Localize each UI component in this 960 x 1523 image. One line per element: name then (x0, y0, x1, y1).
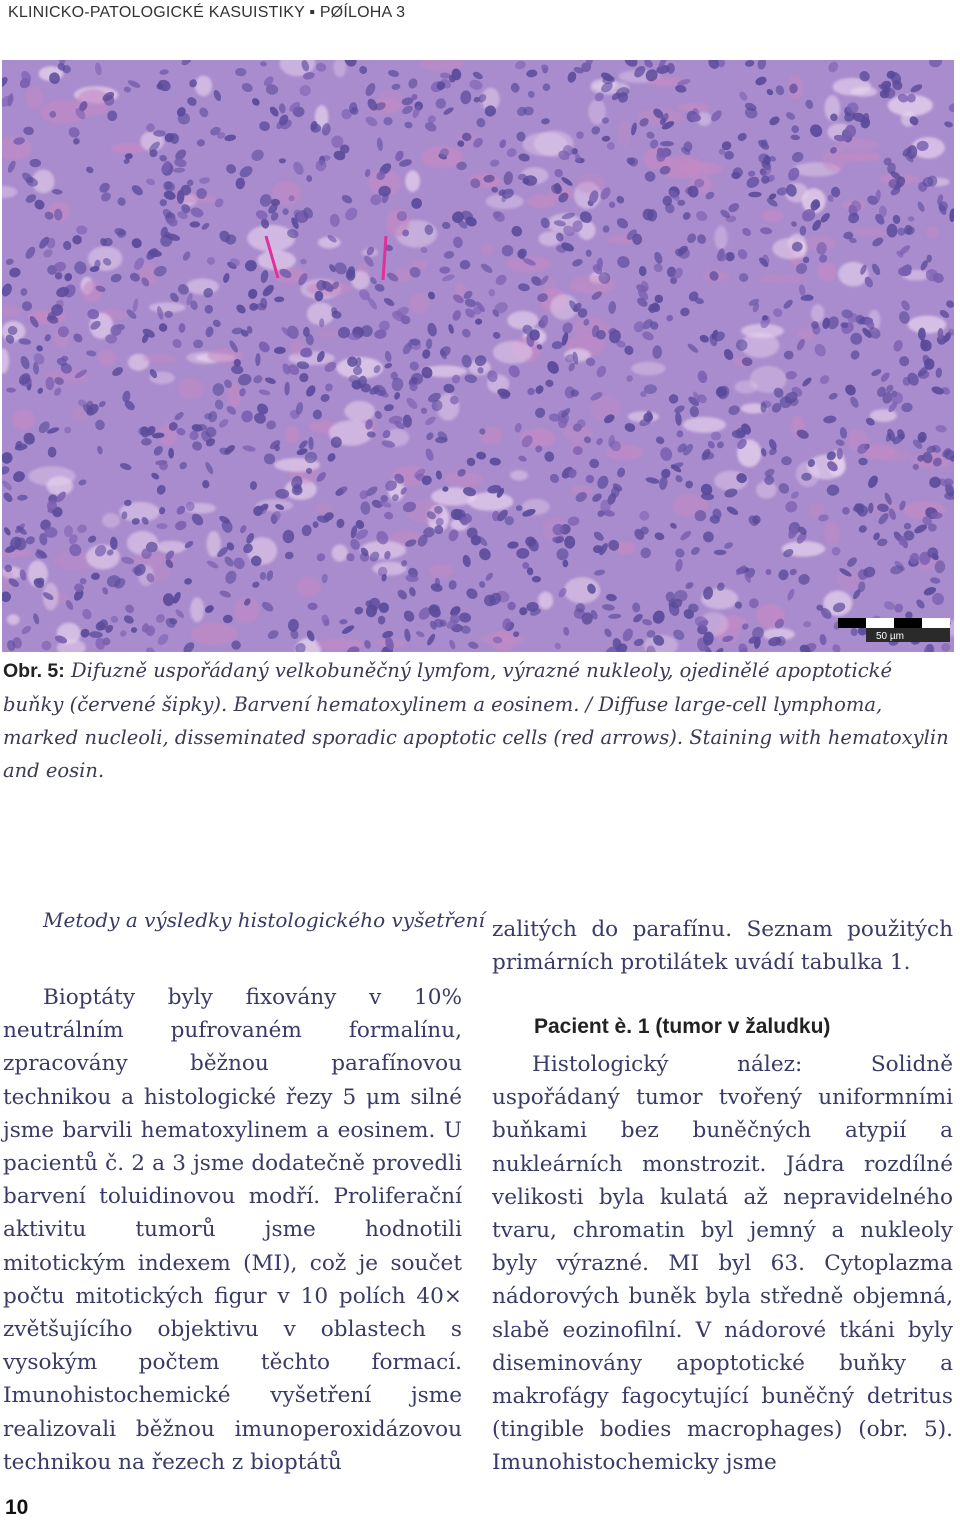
section-heading: Metody a výsledky histologického vyšetření (43, 908, 485, 932)
right-column-body: Histologický nález: Solidně uspořádaný tumor tvořený uniformními buňkami bez buněčných atypií a nukleárních monstrozit. Jádra rozdílné velikosti byla kulatá až nepravidelného tvaru, chromatin byl jemný a nukleoly byly výrazné. MI byl 63. Cytoplazma nádorových buněk byla středně objemná, slabě eozinofilní. V nádorové tkáni byly diseminovány apoptotické buňky a makrofágy fagocytující buněčný detritus (tingible bodies macrophages) (obr. 5). Imunohistochemicky jsme (492, 1052, 953, 1476)
scale-bar-label: 50 µm (876, 631, 904, 642)
figure-caption (3, 654, 953, 787)
right-column-intro: zalitých do parafínu. Seznam použitých primárních protilátek uvádí tabulka 1. (492, 917, 953, 976)
histology-micrograph (2, 60, 954, 652)
micrograph-image (2, 60, 954, 652)
figure-caption-text: Difuzně uspořádaný velkobuněčný lymfom, výrazné nukleoly, ojedinělé apoptotické buňky (červené šipky). Barvení hematoxylinem a eosinem. / Diffuse large-cell lymphoma, marked nucleoli, disseminated sporadic apoptotic cells (red arrows). Staining with hematoxylin and eosin. (3, 659, 949, 782)
page-number: 10 (5, 1496, 29, 1519)
left-column-text: Bioptáty byly fixovány v 10% neutrálním pufrovaném formalínu, zpracovány běžnou parafínovou technikou a histologické řezy 5 μm silné jsme barvili hematoxylinem a eosinem. U pacientů č. 2 a 3 jsme dodatečně provedli barvení toluidinovou modří. Proliferační aktivitu tumorů jsme hodnotili mitotickým indexem (MI), což je součet počtu mitotických figur v 10 polích 40× zvětšujícího objektivu v oblastech s vysokým počtem těchto formací. Imunohistochemické vyšetření jsme realizovali běžnou imunoperoxidázovou technikou na řezech z bioptátů (3, 985, 462, 1475)
running-header: KLINICKO-PATOLOGICKÉ KASUISTIKY ▪ PØÍLOHA 3 (8, 4, 406, 21)
patient-subheading: Pacient è. 1 (tumor v žaludku) (534, 1015, 831, 1038)
figure-label: Obr. 5: (3, 660, 65, 682)
